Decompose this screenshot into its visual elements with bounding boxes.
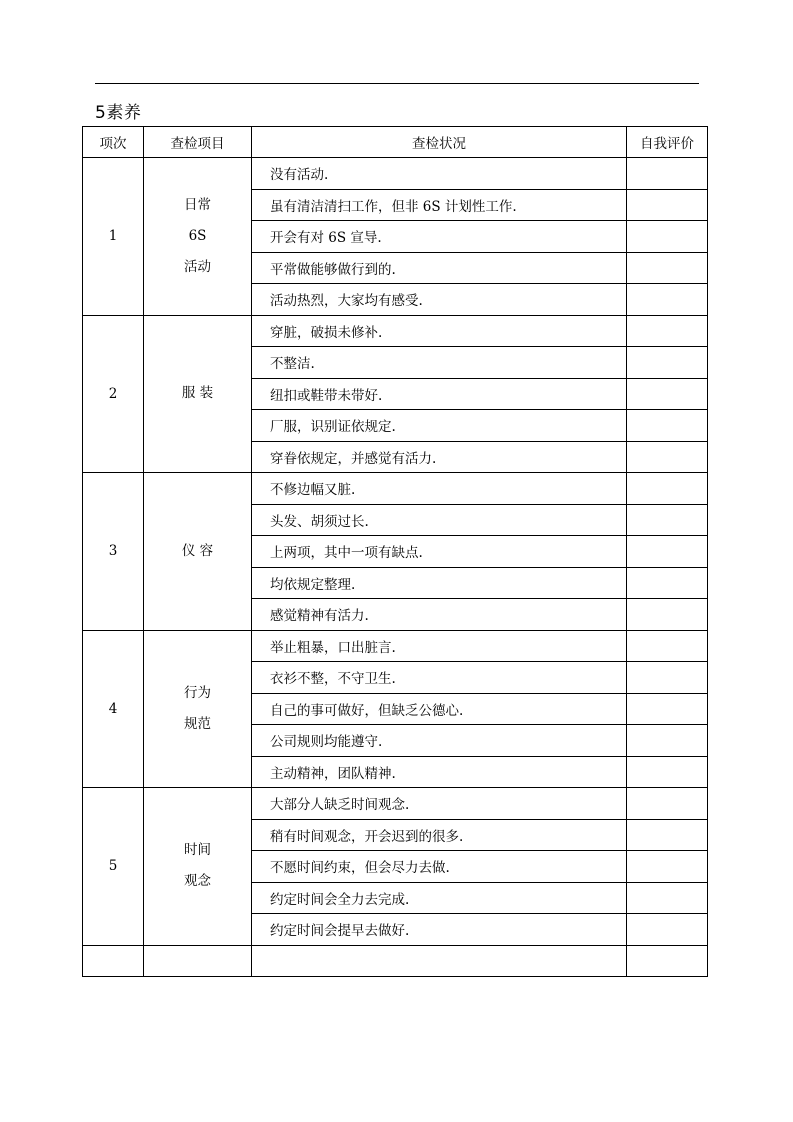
status-cell bbox=[252, 819, 627, 851]
header-eval: 自我评价 bbox=[627, 127, 708, 158]
status-cell bbox=[252, 756, 627, 788]
status-cell bbox=[252, 851, 627, 883]
empty-cell[interactable] bbox=[627, 945, 708, 977]
item-number: 2 bbox=[83, 315, 144, 473]
self-eval-cell[interactable] bbox=[627, 756, 708, 788]
status-cell bbox=[252, 158, 627, 190]
status-cell bbox=[252, 410, 627, 442]
empty-cell bbox=[144, 945, 252, 977]
self-eval-cell[interactable] bbox=[627, 599, 708, 631]
self-eval-cell[interactable] bbox=[627, 819, 708, 851]
check-item-line: 活动 bbox=[184, 258, 211, 275]
status-text: 不修边幅又脏. bbox=[270, 482, 356, 499]
header-no: 项次 bbox=[83, 127, 144, 158]
status-text: 上两项，其中一项有缺点. bbox=[270, 545, 423, 562]
status-text: 平常做能够做行到的. bbox=[270, 261, 396, 278]
check-item-lines bbox=[144, 678, 251, 740]
table-header-row bbox=[83, 127, 708, 158]
self-eval-cell[interactable] bbox=[627, 725, 708, 757]
check-item-lines bbox=[144, 190, 251, 283]
status-cell bbox=[252, 662, 627, 694]
self-eval-cell[interactable] bbox=[627, 851, 708, 883]
check-item-line: 时间 bbox=[184, 842, 211, 859]
status-cell bbox=[252, 504, 627, 536]
self-eval-cell[interactable] bbox=[627, 189, 708, 221]
status-cell bbox=[252, 725, 627, 757]
self-eval-cell[interactable] bbox=[627, 315, 708, 347]
status-cell bbox=[252, 221, 627, 253]
check-item bbox=[144, 788, 252, 946]
header-item: 查检项目 bbox=[144, 127, 252, 158]
self-eval-cell[interactable] bbox=[627, 567, 708, 599]
self-eval-cell[interactable] bbox=[627, 914, 708, 946]
status-text: 大部分人缺乏时间观念. bbox=[270, 797, 410, 814]
self-eval-cell[interactable] bbox=[627, 158, 708, 190]
check-item-line: 服 装 bbox=[181, 385, 214, 402]
item-number: 4 bbox=[83, 630, 144, 788]
status-cell bbox=[252, 252, 627, 284]
item-number: 1 bbox=[83, 158, 144, 316]
check-item-line: 行为 bbox=[184, 684, 211, 701]
status-text: 衣衫不整，不守卫生. bbox=[270, 671, 396, 688]
table-row bbox=[83, 630, 708, 662]
check-item-lines bbox=[144, 536, 251, 567]
self-eval-cell[interactable] bbox=[627, 504, 708, 536]
status-text: 穿脏，破损未修补. bbox=[270, 324, 383, 341]
status-text: 虽有清洁清扫工作，但非 6S 计划性工作. bbox=[270, 198, 517, 215]
self-eval-cell[interactable] bbox=[627, 693, 708, 725]
status-cell bbox=[252, 473, 627, 505]
status-cell bbox=[252, 788, 627, 820]
table-row bbox=[83, 473, 708, 505]
status-text: 约定时间会提早去做好. bbox=[270, 923, 410, 940]
check-item-line: 6S bbox=[188, 227, 207, 244]
check-item bbox=[144, 315, 252, 473]
status-text: 自己的事可做好，但缺乏公德心. bbox=[270, 702, 464, 719]
header-rule bbox=[95, 83, 699, 84]
self-eval-cell[interactable] bbox=[627, 252, 708, 284]
status-cell bbox=[252, 315, 627, 347]
empty-cell bbox=[252, 945, 627, 977]
self-eval-cell[interactable] bbox=[627, 221, 708, 253]
item-number: 5 bbox=[83, 788, 144, 946]
empty-row bbox=[83, 945, 708, 977]
status-text: 头发、胡须过长. bbox=[270, 513, 369, 530]
table-body bbox=[83, 158, 708, 977]
check-item bbox=[144, 158, 252, 316]
check-item-line: 观念 bbox=[184, 873, 211, 890]
check-item-line: 规范 bbox=[184, 715, 211, 732]
status-cell bbox=[252, 347, 627, 379]
table-row bbox=[83, 788, 708, 820]
status-text: 感觉精神有活力. bbox=[270, 608, 369, 625]
status-cell bbox=[252, 693, 627, 725]
status-cell bbox=[252, 630, 627, 662]
status-text: 纽扣或鞋带未带好. bbox=[270, 387, 383, 404]
status-text: 厂服，识别证依规定. bbox=[270, 419, 396, 436]
status-cell bbox=[252, 189, 627, 221]
table-row bbox=[83, 315, 708, 347]
check-item-lines bbox=[144, 378, 251, 409]
status-text: 不愿时间约束，但会尽力去做. bbox=[270, 860, 450, 877]
self-eval-cell[interactable] bbox=[627, 473, 708, 505]
self-eval-cell[interactable] bbox=[627, 410, 708, 442]
status-text: 开会有对 6S 宣导. bbox=[270, 230, 382, 247]
status-text: 举止粗暴，口出脏言. bbox=[270, 639, 396, 656]
status-cell bbox=[252, 914, 627, 946]
status-cell bbox=[252, 567, 627, 599]
check-item bbox=[144, 630, 252, 788]
self-eval-cell[interactable] bbox=[627, 882, 708, 914]
status-cell bbox=[252, 882, 627, 914]
check-item-lines bbox=[144, 835, 251, 897]
status-text: 主动精神，团队精神. bbox=[270, 765, 396, 782]
empty-cell bbox=[83, 945, 144, 977]
status-cell bbox=[252, 599, 627, 631]
status-cell bbox=[252, 284, 627, 316]
check-item-line: 仪 容 bbox=[181, 542, 214, 559]
section-title: 5素养 bbox=[95, 103, 142, 123]
self-eval-cell[interactable] bbox=[627, 788, 708, 820]
self-eval-cell[interactable] bbox=[627, 441, 708, 473]
self-eval-cell[interactable] bbox=[627, 347, 708, 379]
self-eval-cell[interactable] bbox=[627, 630, 708, 662]
status-text: 不整洁. bbox=[270, 356, 315, 373]
self-eval-cell[interactable] bbox=[627, 284, 708, 316]
status-cell bbox=[252, 441, 627, 473]
status-text: 稍有时间观念，开会迟到的很多. bbox=[270, 828, 464, 845]
item-number: 3 bbox=[83, 473, 144, 631]
header-status: 查检状况 bbox=[252, 127, 627, 158]
status-cell bbox=[252, 378, 627, 410]
status-text: 均依规定整理. bbox=[270, 576, 356, 593]
status-text: 公司规则均能遵守. bbox=[270, 734, 383, 751]
status-text: 约定时间会全力去完成. bbox=[270, 891, 410, 908]
status-text: 活动热烈，大家均有感受. bbox=[270, 293, 423, 310]
table-row bbox=[83, 158, 708, 190]
check-item bbox=[144, 473, 252, 631]
status-text: 没有活动. bbox=[270, 167, 329, 184]
self-eval-cell[interactable] bbox=[627, 378, 708, 410]
self-eval-cell[interactable] bbox=[627, 536, 708, 568]
status-cell bbox=[252, 536, 627, 568]
check-item-line: 日常 bbox=[184, 196, 211, 213]
status-text: 穿眷依规定，并感觉有活力. bbox=[270, 450, 437, 467]
self-eval-cell[interactable] bbox=[627, 662, 708, 694]
inspection-table bbox=[82, 126, 708, 977]
